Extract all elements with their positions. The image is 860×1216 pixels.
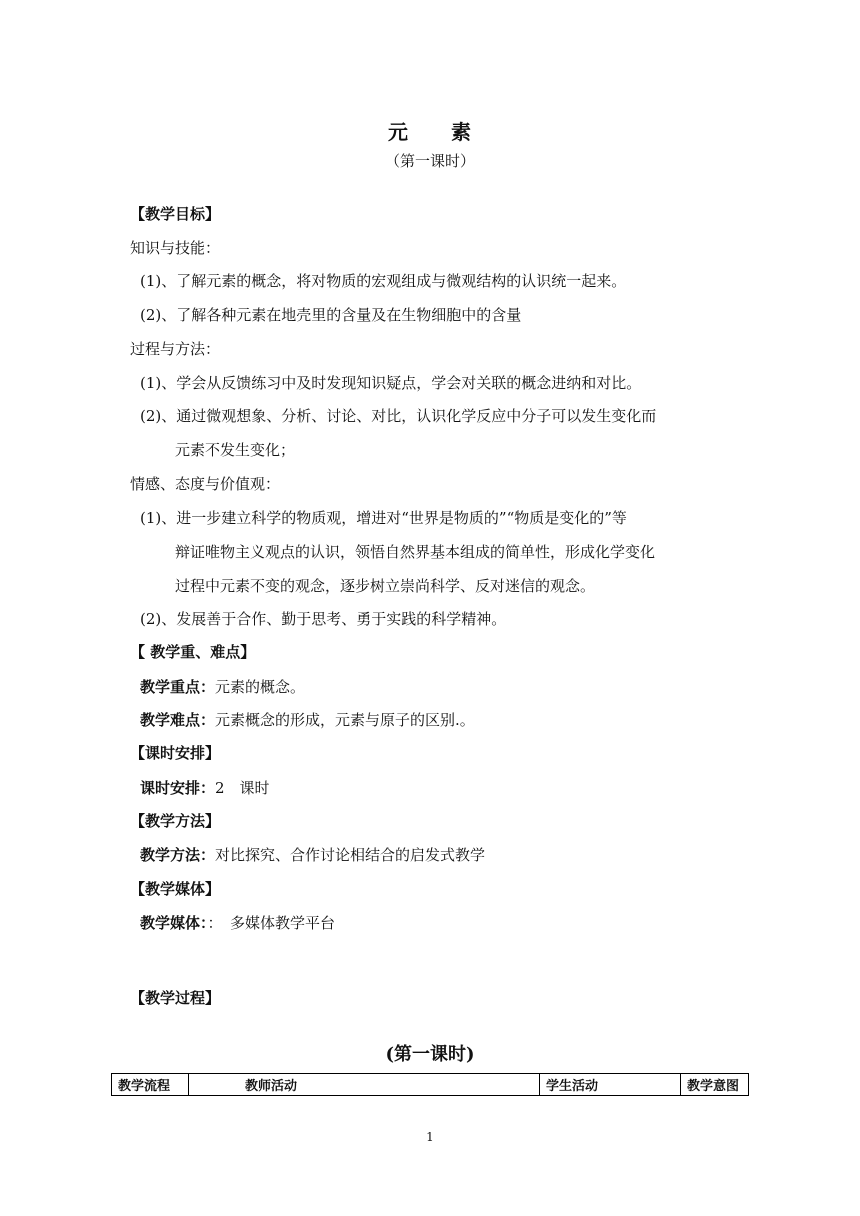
table-header-teacher: 教师活动 <box>189 1074 540 1096</box>
session-title: (第一课时) <box>385 1044 475 1065</box>
focus-row <box>140 676 305 697</box>
page-number: 1 <box>426 1130 434 1144</box>
table-header-row <box>112 1074 749 1096</box>
focus-label: 教学重点： <box>140 678 216 696</box>
objectives-heading: 【教学目标】 <box>130 205 221 223</box>
media-label: 教学媒体： <box>140 914 208 932</box>
difficulty-row <box>140 709 475 730</box>
table-header-student: 学生活动 <box>540 1074 681 1096</box>
knowledge-label: 知识与技能： <box>130 239 221 257</box>
media-text: ： 多媒体教学平台 <box>207 914 336 932</box>
emotion-item-1-line-1: (1)、进一步建立科学的物质观，增进对“世界是物质的”“物质是变化的”等 <box>140 509 627 527</box>
knowledge-item-2: (2)、了解各种元素在地壳里的含量及在生物细胞中的含量 <box>140 306 522 324</box>
media-row <box>140 912 335 933</box>
schedule-text: 2 课时 <box>215 779 270 797</box>
emotion-item-1-line-3: 过程中元素不变的观念，逐步树立崇尚科学、反对迷信的观念。 <box>175 577 596 595</box>
document-subtitle: （第一课时） <box>384 152 475 170</box>
process-item-1: (1)、学会从反馈练习中及时发现知识疑点，学会对关联的概念进纳和对比。 <box>140 374 642 392</box>
method-row <box>140 844 485 865</box>
schedule-label: 课时安排： <box>140 779 216 797</box>
emotion-label: 情感、态度与价值观： <box>130 475 281 493</box>
method-label: 教学方法： <box>140 846 216 864</box>
process-item-2-line-2: 元素不发生变化； <box>175 441 296 459</box>
difficulty-text: 元素概念的形成，元素与原子的区别.。 <box>215 711 475 729</box>
method-heading: 【教学方法】 <box>130 812 221 830</box>
emotion-item-2: (2)、发展善于合作、勤于思考、勇于实践的科学精神。 <box>140 610 507 628</box>
emotion-item-1-line-2: 辩证唯物主义观点的认识，领悟自然界基本组成的简单性，形成化学变化 <box>175 543 656 561</box>
media-heading: 【教学媒体】 <box>130 880 221 898</box>
key-points-heading: 【 教学重、难点】 <box>130 643 256 661</box>
process-label: 过程与方法： <box>130 340 221 358</box>
process-item-2-line-1: (2)、通过微观想象、分析、讨论、对比，认识化学反应中分子可以发生变化而 <box>140 407 657 425</box>
method-text: 对比探究、合作讨论相结合的启发式教学 <box>215 846 486 864</box>
knowledge-item-1: (1)、了解元素的概念，将对物质的宏观组成与微观结构的认识统一起来。 <box>140 272 627 290</box>
schedule-heading: 【课时安排】 <box>130 744 221 762</box>
difficulty-label: 教学难点： <box>140 711 216 729</box>
focus-text: 元素的概念。 <box>215 678 306 696</box>
document-title: 元 素 <box>388 120 472 144</box>
table-header-intent: 教学意图 <box>681 1074 749 1096</box>
table-header-flow: 教学流程 <box>112 1074 189 1096</box>
process-table <box>111 1073 749 1096</box>
schedule-row <box>140 777 270 798</box>
process-heading: 【教学过程】 <box>130 989 221 1007</box>
